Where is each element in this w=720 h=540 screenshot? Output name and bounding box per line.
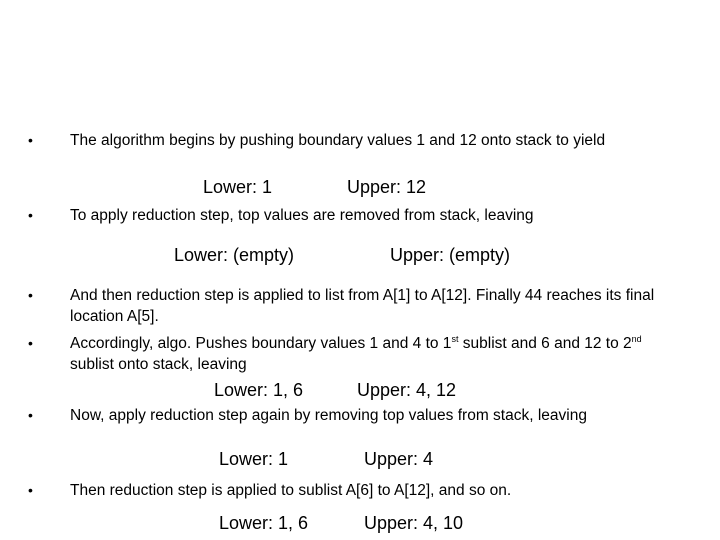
bullet-dot: • [28,335,33,351]
bullet-text: The algorithm begins by pushing boundary values 1 and 12 onto stack to yield [70,132,606,149]
upper-value: Upper: 12 [347,177,427,197]
lower-value: Lower: (empty) [174,245,295,265]
bullet-dot: • [28,407,33,423]
bullet-remove-again [28,405,678,426]
bullet-text: Then reduction step is applied to sublist A[6] to A[12], and so on. [70,482,512,499]
bullet-text: And then reduction step is applied to list from A[1] to A[12]. Finally 44 reaches its final location A[5]. [70,287,655,325]
bullet-push-initial [28,130,678,151]
stack-values-2 [0,242,720,268]
lower-value: Lower: 1 [203,177,273,197]
upper-value: Upper: 4 [364,449,434,469]
upper-value: Upper: (empty) [390,245,511,265]
lower-value: Lower: 1, 6 [214,380,304,400]
lower-value: Lower: 1 [219,449,289,469]
bullet-dot: • [28,207,33,223]
bullet-text: To apply reduction step, top values are removed from stack, leaving [70,207,534,224]
stack-values-5 [0,510,720,536]
bullet-text: Accordingly, algo. Pushes boundary values 1 and 4 to 1st sublist and 6 and 12 to 2nd sublist onto stack, leaving [70,334,642,373]
stack-values-4 [0,446,720,472]
lower-value: Lower: 1, 6 [219,513,309,533]
bullet-dot: • [28,482,33,498]
bullet-remove-top [28,205,678,226]
bullet-dot: • [28,132,33,148]
stack-values-3 [0,377,720,403]
bullet-dot: • [28,287,33,303]
upper-value: Upper: 4, 10 [364,513,464,533]
stack-values-1 [0,174,720,200]
bullet-sublist-reduction [28,480,678,501]
upper-value: Upper: 4, 12 [357,380,457,400]
bullet-text: Now, apply reduction step again by removing top values from stack, leaving [70,407,587,424]
bullet-push-sublists [28,333,678,375]
bullet-reduction-step [28,285,678,327]
